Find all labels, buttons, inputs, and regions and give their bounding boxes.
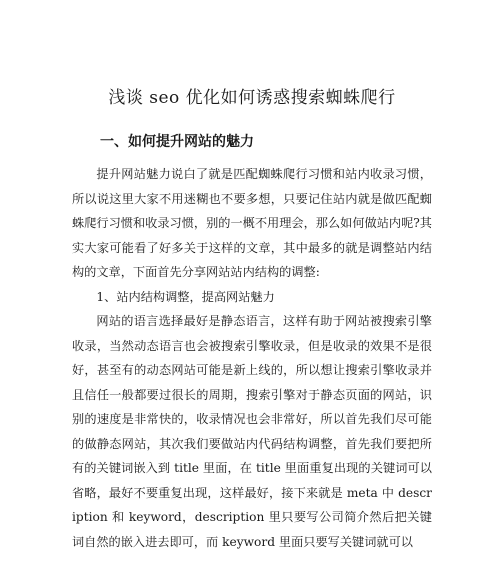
document-title: 浅谈 seo 优化如何诱惑搜索蜘蛛爬行 — [108, 88, 396, 108]
paragraph-structure: 网站的语言选择最好是静态语言，这样有助于网站被搜索引擎收录，当然动态语言也会被搜索引擎收录，但是收录的效果不是很好，甚至有的动态网站可能是新上线的，所以想让搜索引擎收录并且信任一般都要过很长的周期，搜索引擎对于静态页面的网站，识别的速度是非常快的，收录情况也会非常好，所以首先我们尽可能的做静态网站，其次我们要做站内代码结构调整，首先我们要把所有的关键词嵌入到 title 里面，在 title 里面重复出现的关键词可以省略，最好不要重复出现，这样最好，接下来就是 meta 中 description 和 keyword，description 里只要写公司简介然后把关键词自然的嵌入进去即可，而 keyword 里面只要写关键词就可以 — [72, 314, 432, 549]
subheading-structure: 1、站内结构调整，提高网站魅力 — [96, 289, 275, 304]
section-heading: 一、如何提升网站的魅力 — [100, 134, 254, 150]
paragraph-intro: 提升网站魅力说白了就是匹配蜘蛛爬行习惯和站内收录习惯，所以说这里大家不用迷糊也不要多想，只要记住站内就是做匹配蜘蛛爬行习惯和收录习惯，别的一概不用理会，那么如何做站内呢?其实大家可能看了好多关于这样的文章，其中最多的就是调整站内结构的文章，下面首先分享网站站内结构的调整: — [72, 167, 432, 279]
